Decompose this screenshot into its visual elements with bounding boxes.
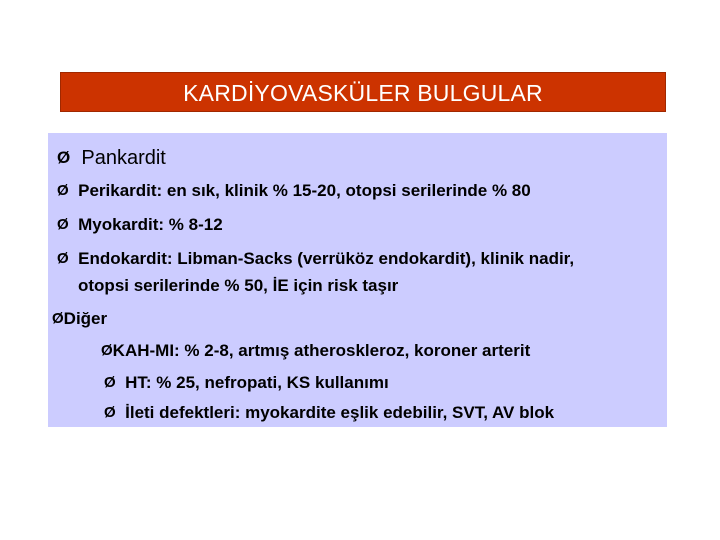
arrow-bullet-icon: Ø <box>57 216 69 233</box>
list-item-text: İleti defektleri: myokardite eşlik edebilir, SVT, AV blok <box>125 403 555 422</box>
list-item-endokardit-continued <box>78 276 398 296</box>
list-item-text: Perikardit: en sık, klinik % 15-20, otopsi serilerinde % 80 <box>78 181 531 200</box>
list-item-text: Diğer <box>63 309 108 328</box>
arrow-bullet-icon: Ø <box>57 148 71 167</box>
arrow-bullet-icon: Ø <box>104 404 116 421</box>
list-item-endokardit <box>57 249 574 269</box>
list-item-text: otopsi serilerinde % 50, İE için risk taşır <box>78 276 399 295</box>
list-item-perikardit <box>57 181 531 201</box>
list-item-text: Myokardit: % 8-12 <box>78 215 223 234</box>
arrow-bullet-icon: Ø <box>101 342 113 359</box>
arrow-bullet-icon: Ø <box>104 374 116 391</box>
arrow-bullet-icon: Ø <box>57 182 69 199</box>
sublist-item-ileti-defektleri <box>104 403 554 423</box>
sublist-item-ht <box>104 373 389 393</box>
list-item-diger <box>52 309 107 329</box>
list-item-text: HT: % 25, nefropati, KS kullanımı <box>125 373 389 392</box>
list-item-text: Endokardit: Libman-Sacks (verrüköz endokardit), klinik nadir, <box>78 249 575 268</box>
sublist-item-kah-mi <box>101 341 530 361</box>
arrow-bullet-icon: Ø <box>57 250 69 267</box>
content-panel <box>48 133 667 427</box>
list-item-text: KAH-MI: % 2-8, artmış atheroskleroz, koroner arterit <box>112 341 531 360</box>
list-item-myokardit <box>57 215 223 235</box>
list-item-pankardit <box>57 148 166 168</box>
arrow-bullet-icon: Ø <box>52 310 64 327</box>
slide-title-bar <box>60 72 666 112</box>
slide-title: KARDİYOVASKÜLER BULGULAR <box>183 79 543 106</box>
list-item-text: Pankardit <box>81 147 166 169</box>
